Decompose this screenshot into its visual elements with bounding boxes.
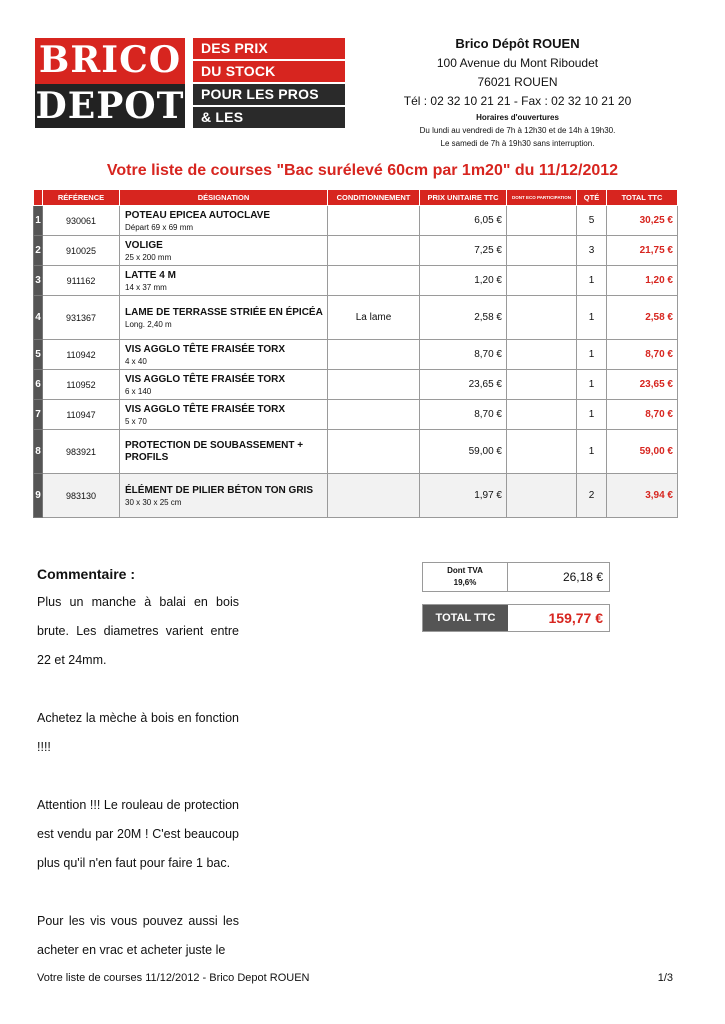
item-detail: 14 x 37 mm	[125, 282, 167, 292]
tva-summary	[422, 562, 610, 592]
store-address: 100 Avenue du Mont Riboudet	[436, 56, 599, 70]
item-conditionnement	[328, 400, 420, 430]
table-row	[34, 430, 678, 474]
item-detail: 30 x 30 x 25 cm	[125, 497, 182, 507]
item-name: LAME DE TERRASSE STRIÉE EN ÉPICÉA	[125, 306, 323, 318]
item-quantity: 1	[577, 340, 607, 370]
comment-title: Commentaire :	[37, 566, 136, 582]
item-detail: Départ 69 x 69 mm	[125, 222, 194, 232]
item-designation	[120, 400, 328, 430]
item-designation	[120, 430, 328, 474]
slogan-line: & LES PARTICULIERS	[193, 107, 345, 128]
item-detail: Long. 2,40 m	[125, 319, 172, 329]
tva-label-line1: Dont TVA	[447, 566, 483, 575]
item-total: 3,94 €	[607, 474, 678, 518]
item-total: 1,20 €	[607, 266, 678, 296]
table-row	[34, 400, 678, 430]
item-name: VOLIGE	[125, 239, 163, 251]
hours-saturday: Le samedi de 7h à 19h30 sans interruption.	[440, 139, 595, 148]
store-info	[395, 36, 640, 152]
logo-brand-top: BRICO	[38, 39, 182, 81]
item-designation	[120, 340, 328, 370]
slogan-line: POUR LES PROS	[193, 84, 345, 105]
item-reference: 930061	[43, 206, 120, 236]
item-designation	[120, 266, 328, 296]
item-quantity: 1	[577, 296, 607, 340]
item-conditionnement	[328, 266, 420, 296]
row-index: 7	[34, 400, 43, 430]
item-quantity: 1	[577, 400, 607, 430]
item-detail: 5 x 70	[125, 416, 147, 426]
item-designation	[120, 370, 328, 400]
item-conditionnement	[328, 340, 420, 370]
item-eco	[507, 296, 577, 340]
item-unit-price: 8,70 €	[420, 400, 507, 430]
table-row	[34, 340, 678, 370]
item-eco	[507, 206, 577, 236]
row-index: 5	[34, 340, 43, 370]
item-eco	[507, 370, 577, 400]
store-name: Brico Dépôt ROUEN	[455, 36, 580, 51]
row-index: 6	[34, 370, 43, 400]
comment-paragraph: Plus un manche à balai en bois brute. Les diametres varient entre 22 et 24mm.	[37, 595, 239, 667]
item-quantity: 2	[577, 474, 607, 518]
item-quantity: 1	[577, 266, 607, 296]
tva-label	[423, 563, 508, 591]
item-detail: 6 x 140	[125, 386, 152, 396]
item-detail: 25 x 200 mm	[125, 252, 172, 262]
col-eco-participation: DONT ECO PARTICIPATION	[507, 190, 577, 206]
item-total: 8,70 €	[607, 400, 678, 430]
table-row	[34, 474, 678, 518]
item-total: 2,58 €	[607, 296, 678, 340]
slogan-line: DES PRIX	[193, 38, 345, 59]
item-designation	[120, 296, 328, 340]
table-row	[34, 266, 678, 296]
hours-title: Horaires d'ouvertures	[476, 113, 559, 122]
item-unit-price: 1,97 €	[420, 474, 507, 518]
store-city: 76021 ROUEN	[477, 75, 558, 89]
table-row	[34, 296, 678, 340]
col-conditionnement: CONDITIONNEMENT	[328, 190, 420, 206]
item-reference: 911162	[43, 266, 120, 296]
item-detail: 4 x 40	[125, 356, 147, 366]
item-unit-price: 7,25 €	[420, 236, 507, 266]
item-total: 8,70 €	[607, 340, 678, 370]
item-eco	[507, 474, 577, 518]
item-reference: 910025	[43, 236, 120, 266]
item-designation	[120, 236, 328, 266]
item-reference: 931367	[43, 296, 120, 340]
item-reference: 110952	[43, 370, 120, 400]
item-quantity: 1	[577, 430, 607, 474]
comment-paragraph: Pour les vis vous pouvez aussi les acheter en vrac et acheter juste le	[37, 914, 239, 957]
item-total: 21,75 €	[607, 236, 678, 266]
item-total: 23,65 €	[607, 370, 678, 400]
page-number: 1/3	[657, 972, 673, 984]
item-unit-price: 6,05 €	[420, 206, 507, 236]
item-designation	[120, 474, 328, 518]
item-conditionnement	[328, 430, 420, 474]
tva-label-line2: 19,6%	[453, 578, 477, 587]
brico-depot-logo	[35, 38, 345, 146]
item-eco	[507, 430, 577, 474]
row-index: 2	[34, 236, 43, 266]
total-value: 159,77 €	[548, 610, 603, 626]
item-reference: 983130	[43, 474, 120, 518]
item-reference: 110947	[43, 400, 120, 430]
row-index: 1	[34, 206, 43, 236]
tva-value: 26,18 €	[562, 570, 603, 584]
item-designation	[120, 206, 328, 236]
row-index: 8	[34, 430, 43, 474]
logo-brand-bottom: DEPOT	[35, 85, 185, 127]
item-unit-price: 59,00 €	[420, 430, 507, 474]
item-conditionnement	[328, 474, 420, 518]
item-conditionnement: La lame	[328, 296, 420, 340]
items-table	[33, 189, 678, 518]
item-quantity: 3	[577, 236, 607, 266]
item-conditionnement	[328, 236, 420, 266]
page-title: Votre liste de courses "Bac surélevé 60cm par 1m20" du 11/12/2012	[106, 162, 619, 179]
item-eco	[507, 400, 577, 430]
logo-slogan	[193, 38, 345, 146]
row-index: 3	[34, 266, 43, 296]
item-conditionnement	[328, 206, 420, 236]
item-quantity: 1	[577, 370, 607, 400]
item-unit-price: 1,20 €	[420, 266, 507, 296]
total-label: TOTAL TTC	[423, 605, 508, 631]
total-summary	[422, 604, 610, 632]
comment-paragraph: Attention !!! Le rouleau de protection est vendu par 20M ! C'est beaucoup plus qu'il n'en faut pour faire 1 bac.	[37, 798, 239, 870]
item-name: PROTECTION DE SOUBASSEMENT + PROFILS	[125, 439, 304, 463]
row-index: 4	[34, 296, 43, 340]
col-quantity: QTÉ	[577, 190, 607, 206]
table-row	[34, 236, 678, 266]
col-reference: RÉFÉRENCE	[43, 190, 120, 206]
item-name: VIS AGGLO TÊTE FRAISÉE TORX	[125, 403, 286, 415]
item-eco	[507, 266, 577, 296]
table-row	[34, 206, 678, 236]
item-conditionnement	[328, 370, 420, 400]
col-total: TOTAL TTC	[607, 190, 678, 206]
comment-paragraph: Achetez la mèche à bois en fonction !!!!	[37, 711, 239, 754]
col-index	[34, 190, 43, 206]
item-eco	[507, 236, 577, 266]
col-unit-price: PRIX UNITAIRE TTC	[420, 190, 507, 206]
item-name: ÉLÉMENT DE PILIER BÉTON TON GRIS	[125, 484, 313, 496]
item-total: 30,25 €	[607, 206, 678, 236]
item-name: LATTE 4 M	[125, 269, 176, 281]
row-index: 9	[34, 474, 43, 518]
item-unit-price: 23,65 €	[420, 370, 507, 400]
item-unit-price: 2,58 €	[420, 296, 507, 340]
item-name: VIS AGGLO TÊTE FRAISÉE TORX	[125, 373, 286, 385]
item-reference: 983921	[43, 430, 120, 474]
comment-text	[37, 588, 239, 994]
item-total: 59,00 €	[607, 430, 678, 474]
table-row	[34, 370, 678, 400]
item-name: VIS AGGLO TÊTE FRAISÉE TORX	[125, 343, 286, 355]
item-reference: 110942	[43, 340, 120, 370]
store-phone: Tél : 02 32 10 21 21 - Fax : 02 32 10 21 20	[403, 94, 632, 108]
item-eco	[507, 340, 577, 370]
item-unit-price: 8,70 €	[420, 340, 507, 370]
item-name: POTEAU EPICEA AUTOCLAVE	[125, 209, 271, 221]
col-designation: DÉSIGNATION	[120, 190, 328, 206]
item-quantity: 5	[577, 206, 607, 236]
slogan-line: DU STOCK	[193, 61, 345, 82]
footer-text: Votre liste de courses 11/12/2012 - Brico Depot ROUEN	[37, 972, 310, 984]
hours-week: Du lundi au vendredi de 7h à 12h30 et de 14h à 19h30.	[419, 126, 616, 135]
table-header-row	[34, 190, 678, 206]
